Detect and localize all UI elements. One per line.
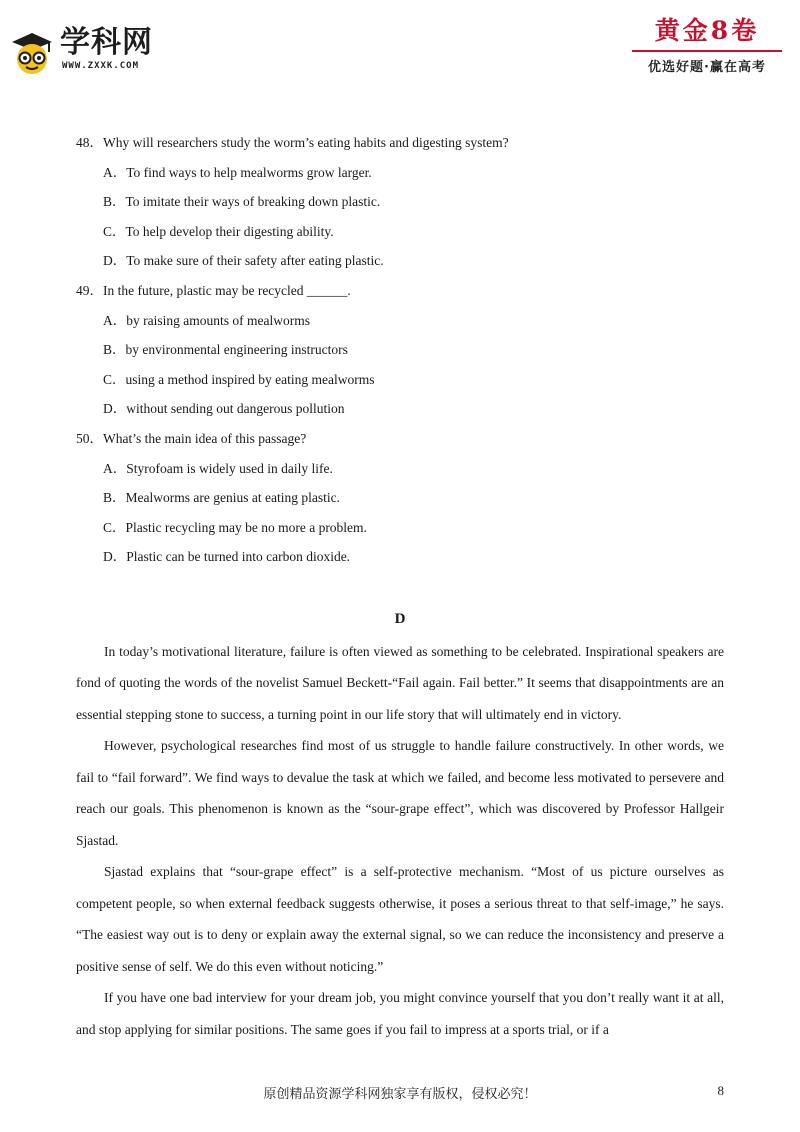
- question-49: [76, 276, 724, 424]
- question-48: [76, 128, 724, 276]
- option-b: B．by environmental engineering instructors: [103, 342, 348, 358]
- question-stem: 48．Why will researchers study the worm’s eating habits and digesting system?: [76, 135, 509, 150]
- graduate-owl-icon: [8, 28, 56, 76]
- brand-badge: [632, 14, 782, 75]
- logo-text: 学科网: [60, 25, 153, 60]
- page-number: 8: [717, 1083, 724, 1098]
- copyright-notice: 原创精品资源学科网独家享有版权，侵权必究！: [263, 1087, 537, 1102]
- option-a: A．by raising amounts of mealworms: [103, 312, 310, 328]
- question-stem: 49．In the future, plastic may be recycled ______.: [76, 282, 351, 298]
- brand-divider: [632, 50, 782, 52]
- option-d: D．without sending out dangerous pollution: [103, 401, 345, 417]
- option-a: A．Styrofoam is widely used in daily life.: [103, 460, 333, 476]
- brand-subtitle: 优选好题·赢在高考: [648, 60, 766, 75]
- option-d: D．Plastic can be turned into carbon dioxide.: [103, 549, 351, 565]
- page-header: [0, 0, 800, 90]
- logo-url: WWW.ZXXK.COM: [62, 61, 140, 71]
- option-d: D．To make sure of their safety after eating plastic.: [103, 253, 384, 269]
- question-50: [76, 424, 724, 572]
- option-b: B．Mealworms are genius at eating plastic.: [103, 490, 340, 506]
- passage-paragraph-2: However, psychological researches find most of us struggle to handle failure constructively. In other words, we fail to “fail forward”. We find ways to devalue the task at which we failed, and become less motivated to persevere and reach our goals. This phenomenon is known as the “sour-grape effect”, which was discovered by Professor Hallgeir Sjastad.: [76, 738, 724, 848]
- passage-paragraph-4: If you have one bad interview for your dream job, you might convince yourself that you don’t really want it at all, and stop applying for similar positions. The same goes if you fail to impress at a sports trial, or if a: [76, 990, 724, 1037]
- page-content: [76, 128, 724, 1045]
- option-c: C．Plastic recycling may be no more a problem.: [103, 519, 367, 535]
- brand-title: 黄金8卷: [654, 16, 760, 45]
- passage-paragraph-1: In today’s motivational literature, failure is often viewed as something to be celebrated. Inspirational speakers are fond of quoting the words of the novelist Samuel Beckett-“Fail again. Fail better.” It seems that disappointments are an essential stepping stone to success, a turning point in our life story that will ultimately end in victory.: [76, 643, 724, 722]
- option-c: C．To help develop their digesting ability.: [103, 223, 334, 239]
- option-b: B．To imitate their ways of breaking down plastic.: [103, 194, 381, 210]
- page-footer: [0, 1080, 800, 1104]
- zxxk-logo[interactable]: [8, 22, 168, 78]
- section-heading: D: [394, 610, 406, 627]
- option-c: C．using a method inspired by eating mealworms: [103, 371, 375, 387]
- option-a: A．To find ways to help mealworms grow larger.: [103, 164, 372, 180]
- question-stem: 50．What’s the main idea of this passage?: [76, 430, 307, 446]
- passage-paragraph-3: Sjastad explains that “sour-grape effect” is a self-protective mechanism. “Most of us picture ourselves as competent people, so when external feedback suggests otherwise, it poses a serious threat to that self-image,” he says. “The easiest way out is to deny or explain away the external signal, so we can reduce the inconsistency and preserve a positive sense of self. We do this even without noticing.”: [76, 864, 724, 974]
